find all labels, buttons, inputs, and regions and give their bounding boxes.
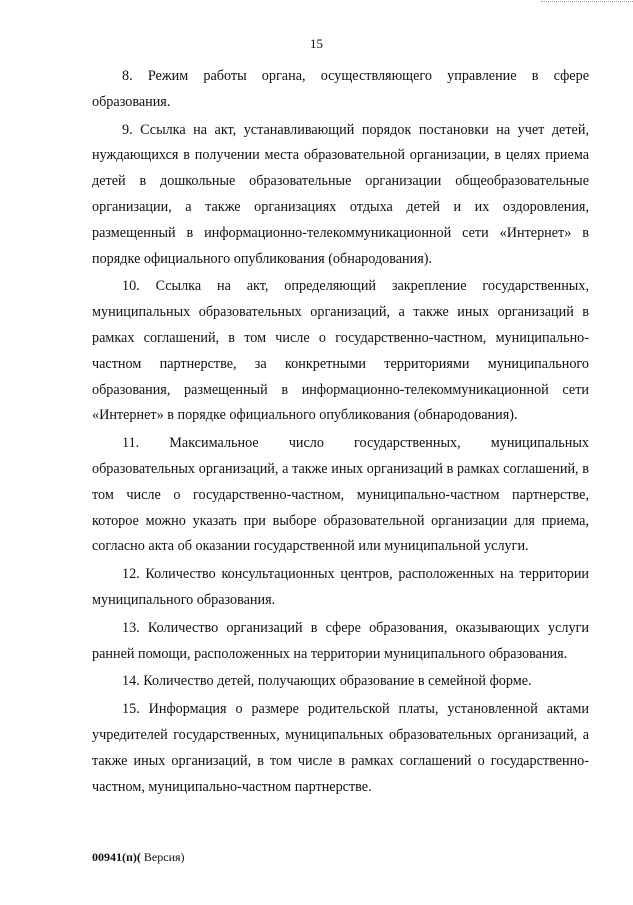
paragraph-item-14: 14. Количество детей, получающих образование в семейной форме. bbox=[122, 673, 532, 690]
document-version: Версия) bbox=[140, 850, 185, 864]
top-edge-rule bbox=[541, 1, 633, 3]
paragraph-item-12: 12. Количество консультационных центров, расположенных на территории муниципального образования. bbox=[92, 566, 589, 608]
paragraph-item-9: 9. Ссылка на акт, устанавливающий порядок постановки на учет детей, нуждающихся в получении места образовательной организации, в целях приема детей в дошкольные образовательные организации общеобразовательные организации, а также организациях отдыха детей и их оздоровления, размещенный в информационно-телекоммуникационной сети «Интернет» в порядке официального опубликования (обнародования). bbox=[92, 121, 589, 267]
paragraph-item-13: 13. Количество организаций в сфере образования, оказывающих услуги ранней помощи, расположенных на территории муниципального образования. bbox=[92, 619, 589, 662]
paragraph-item-8: 8. Режим работы органа, осуществляющего управление в сфере образования. bbox=[92, 68, 589, 110]
page-number: 15 bbox=[310, 36, 323, 51]
paragraph-item-11: 11. Максимальное число государственных, муниципальных образовательных организаций, а также иных организаций в рамках соглашений, в том числе о государственно-частном, муниципально-частном партнерстве, которое можно указать при выборе образовательной организации для приема, согласно акта об оказании государственной или муниципальной услуги. bbox=[92, 435, 589, 555]
paragraph-item-15: 15. Информация о размере родительской платы, установленной актами учредителей государственных, муниципальных образовательных организаций, а также иных организаций, в том числе в рамках соглашений о государственно-частном, муниципально-частном партнерстве. bbox=[92, 701, 589, 795]
paragraph-item-10: 10. Ссылка на акт, определяющий закрепление государственных, муниципальных образовательных организаций, а также иных организаций в рамках соглашений, в том числе о государственно-частном, муниципально-частном партнерстве, за конкретными территориями муниципального образования, размещенный в информационно-телекоммуникационной сети «Интернет» в порядке официального опубликования (обнародования). bbox=[92, 278, 589, 424]
document-body bbox=[92, 64, 589, 800]
document-code: 00941(п)( bbox=[92, 850, 141, 864]
document-code-footer bbox=[92, 850, 185, 865]
